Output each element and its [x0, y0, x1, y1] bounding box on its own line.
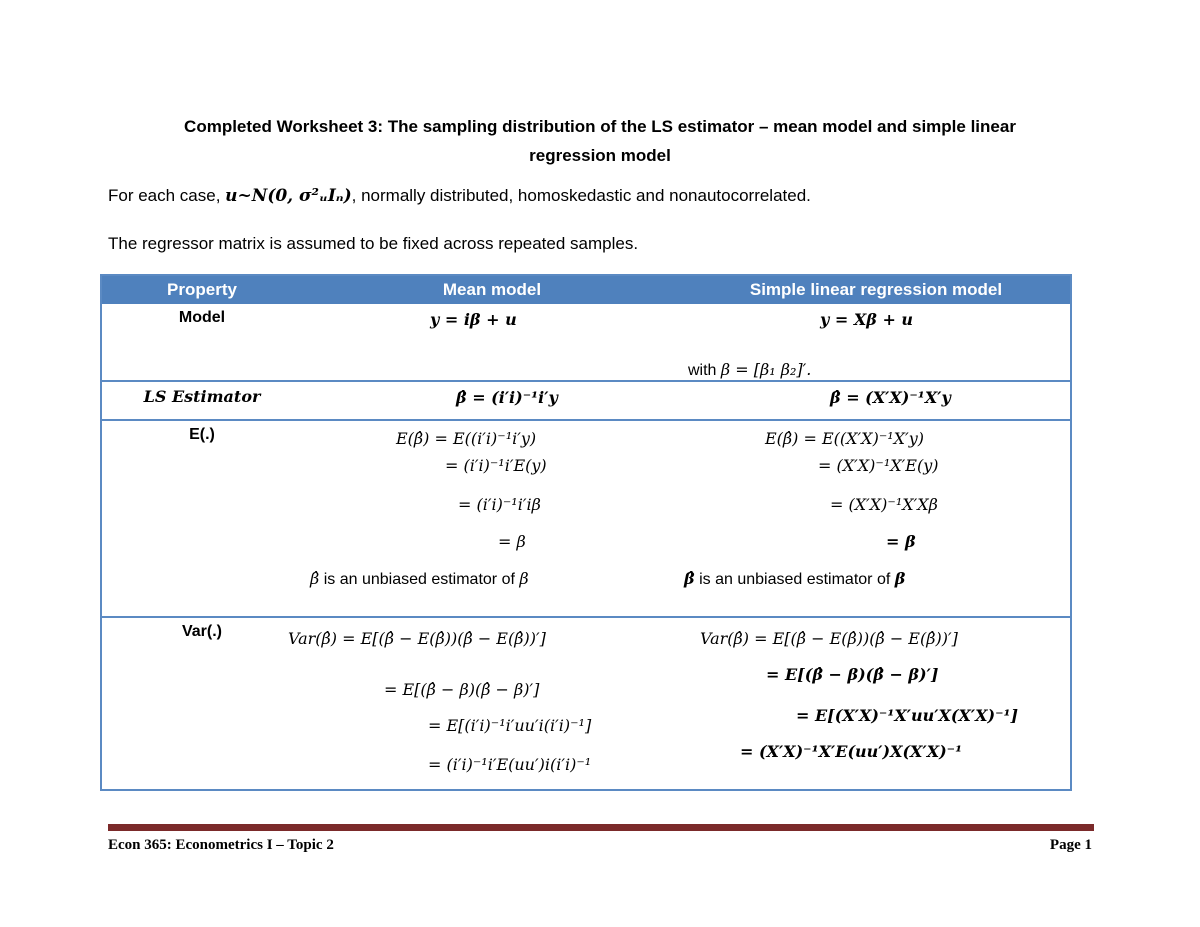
mean-model-equation: y = iβ + u	[430, 310, 517, 329]
slr-variance-line-3: = E[(X′X)⁻¹X′uu′X(X′X)⁻¹]	[796, 706, 1019, 725]
row-variance-property: Var(.)	[181, 623, 222, 640]
intro-prefix: For each case,	[108, 186, 226, 205]
slr-expectation-line-3: = (X′X)⁻¹X′Xβ	[830, 495, 938, 514]
mean-expectation-line-4: = β	[498, 532, 526, 551]
title-line-1: Completed Worksheet 3: The sampling distribution of the LS estimator – mean model and simple linear	[184, 117, 1016, 136]
slr-model-equation: y = Xβ + u	[820, 310, 914, 329]
slr-beta-prefix: with	[688, 362, 721, 379]
intro-suffix: , normally distributed, homoskedastic and nonautocorrelated.	[351, 186, 811, 205]
header-slr-model: Simple linear regression model	[749, 280, 1003, 299]
mean-unbiased-estimator: β̂	[310, 569, 320, 588]
slr-expectation-line-4: = β	[886, 532, 916, 551]
slr-unbiased-estimator: β̂	[684, 569, 695, 588]
mean-unbiased-parameter: β	[519, 569, 529, 588]
mean-unbiased-text: is an unbiased estimator of	[319, 571, 520, 588]
slr-unbiased-parameter: β	[894, 569, 906, 588]
row-divider	[102, 616, 1070, 618]
row-expectation-property: E(.)	[189, 426, 215, 443]
mean-variance-line-2: = E[(β̂ − β)(β̂ − β)′]	[384, 680, 540, 699]
mean-ls-equation: β̂ = (i′i)⁻¹i′y	[456, 388, 558, 407]
footer-divider	[108, 824, 1094, 831]
properties-table	[100, 274, 1072, 791]
slr-ls-equation: β̂ = (X′X)⁻¹X′y	[830, 388, 951, 407]
slr-variance-line-1: Var(β̂) = E[(β̂ − E(β̂))(β̂ − E(β̂))′]	[700, 629, 958, 648]
footer-page-number: Page 1	[1049, 837, 1092, 853]
slr-variance-line-2: = E[(β̂ − β)(β̂ − β)′]	[766, 665, 939, 684]
row-divider	[102, 419, 1070, 421]
row-model-property: Model	[178, 309, 226, 326]
mean-variance-line-4: = (i′i)⁻¹i′E(uu′)i(i′i)⁻¹	[428, 755, 592, 774]
intro-regressor: The regressor matrix is assumed to be fixed across repeated samples.	[108, 234, 639, 253]
mean-variance-line-1: Var(β̂) = E[(β̂ − E(β̂))(β̂ − E(β̂))′]	[288, 629, 546, 648]
slr-unbiased-statement	[684, 569, 905, 589]
header-mean-model: Mean model	[442, 280, 542, 299]
table-header-row	[102, 276, 1070, 304]
title-line-2: regression model	[529, 146, 671, 165]
mean-expectation-line-2: = (i′i)⁻¹i′E(y)	[445, 456, 547, 475]
row-ls-property: LS Estimator	[143, 387, 261, 406]
slr-beta-vector: β = [β₁ β₂]′.	[720, 360, 812, 379]
intro-distribution	[108, 186, 811, 206]
slr-beta-definition	[688, 360, 811, 380]
mean-expectation-line-1: E(β̂) = E((i′i)⁻¹i′y)	[396, 429, 537, 448]
intro-error-distribution: u~N(0, σ²ᵤIₙ)	[225, 186, 352, 206]
slr-unbiased-text: is an unbiased estimator of	[694, 571, 895, 588]
mean-expectation-line-3: = (i′i)⁻¹i′iβ	[458, 495, 541, 514]
mean-variance-line-3: = E[(i′i)⁻¹i′uu′i(i′i)⁻¹]	[428, 716, 592, 735]
header-property: Property	[167, 280, 237, 299]
document-title	[0, 112, 1200, 170]
mean-unbiased-statement	[310, 569, 529, 589]
slr-variance-line-4: = (X′X)⁻¹X′E(uu′)X(X′X)⁻¹	[740, 742, 963, 761]
slr-expectation-line-1: E(β̂) = E((X′X)⁻¹X′y)	[765, 429, 924, 448]
row-divider	[102, 380, 1070, 382]
footer-course: Econ 365: Econometrics I – Topic 2	[108, 837, 334, 853]
slr-expectation-line-2: = (X′X)⁻¹X′E(y)	[818, 456, 939, 475]
